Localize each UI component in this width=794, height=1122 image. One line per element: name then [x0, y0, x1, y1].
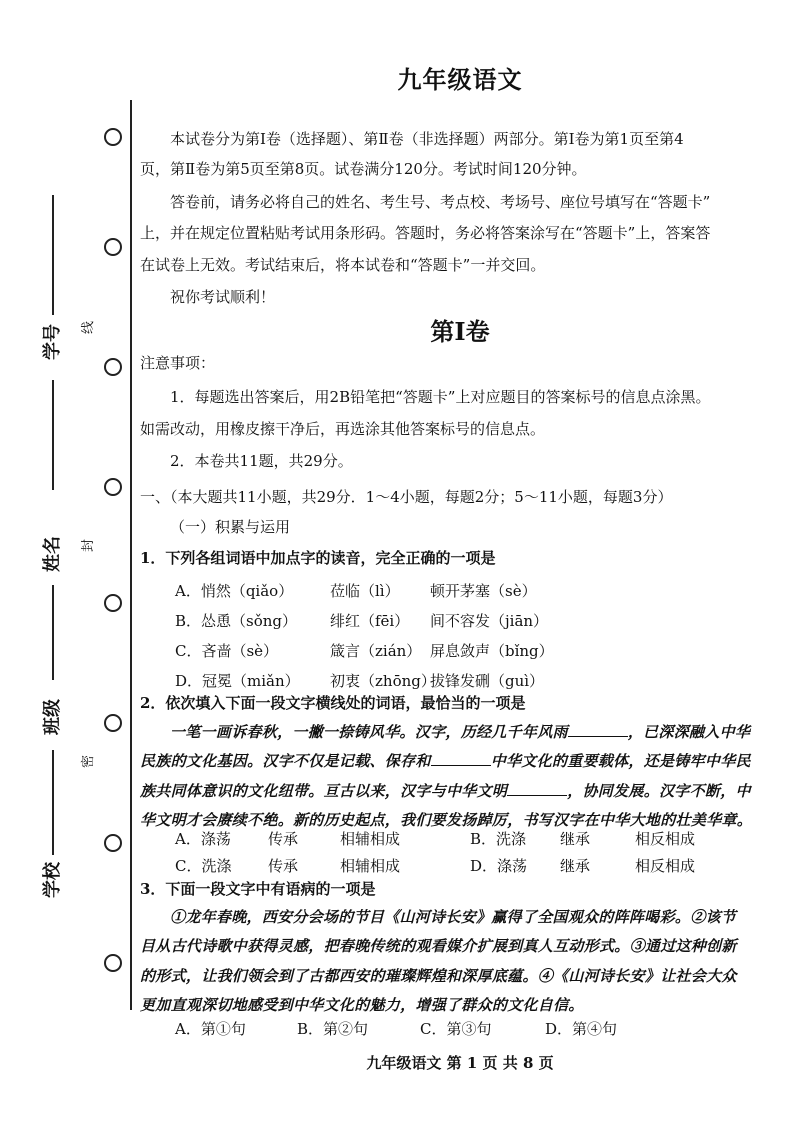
seal-seal-char: 封 [81, 538, 97, 553]
seal-line-char: 线 [81, 320, 97, 335]
q2-option-text: 相反相成 [635, 857, 696, 875]
page-title: 九年级语文 [397, 65, 523, 94]
q3-option-text: A．第①句 [175, 1020, 246, 1038]
punch-hole-icon [104, 128, 122, 146]
q1-option-text: D．冠冕（miǎn） [175, 672, 300, 690]
q3-passage-line: ①龙年春晚，西安分会场的节目《山河诗长安》赢得了全国观众的阵阵喝彩。②该节 [170, 908, 737, 926]
q2-option-text: D．涤荡 [470, 857, 528, 875]
student-id-fill-line [52, 195, 54, 315]
q3-passage-line: 目从古代诗歌中获得灵感，把春晚传统的观看媒介扩展到真人互动形式。③通过这种创新 [140, 937, 737, 956]
volume-title: 第Ⅰ卷 [430, 317, 490, 346]
q1-option-text: 拔锋发硎（guì） [430, 672, 545, 690]
q2-option-text: 继承 [560, 857, 591, 875]
q1-option-text: A．悄然（qiǎo） [175, 582, 294, 600]
intro-line: 页，第Ⅱ卷为第5页至第8页。试卷满分120分。考试时间120分钟。 [140, 160, 587, 178]
q2-passage-line [140, 718, 785, 747]
q3-passage [140, 903, 785, 1020]
name-label: 姓名 [42, 536, 63, 572]
q2-option-text: A．涤荡 [175, 830, 231, 848]
q2-option-text: C．洗涤 [175, 857, 232, 875]
q2-option-text: B．洗涤 [470, 830, 527, 848]
fill-blank [568, 721, 628, 737]
q2-text: 一笔一画诉春秋，一撇一捺铸风华。汉字，历经几千年风雨 [170, 723, 568, 741]
q2-option-text: 传承 [268, 830, 299, 848]
q1-option-text: 屏息敛声（bǐng） [430, 642, 554, 660]
punch-hole-icon [104, 358, 122, 376]
q1-stem: 1．下列各组词语中加点字的读音，完全正确的一项是 [140, 549, 496, 567]
section-heading: 一、（本大题共11小题，共29分．1～4小题，每题2分；5～11小题，每题3分） [140, 488, 673, 506]
q2-passage-line [140, 747, 785, 776]
section-subheading: （一）积累与运用 [170, 518, 291, 536]
school-fill-line [52, 750, 54, 855]
q1-option-text: C．吝啬（sè） [175, 642, 279, 660]
q3-option-text: C．第③句 [420, 1020, 492, 1038]
q3-option-text: B．第②句 [297, 1020, 369, 1038]
q1-option-text: 箴言（zián） [330, 642, 422, 660]
intro-line: 本试卷分为第Ⅰ卷（选择题）、第Ⅱ卷（非选择题）两部分。第Ⅰ卷为第1页至第4 [170, 130, 684, 148]
notice-line: 2．本卷共11题，共29分。 [170, 452, 353, 470]
punch-hole-icon [104, 954, 122, 972]
notice-title: 注意事项： [140, 354, 216, 372]
fill-blank [431, 750, 491, 766]
q2-text: ，协同发展。汉字不断，中 [567, 781, 751, 800]
q2-passage [140, 718, 785, 835]
q2-stem: 2．依次填入下面一段文字横线处的词语，最恰当的一项是 [140, 694, 526, 712]
notice-line: 1．每题选出答案后，用2B铅笔把“答题卡”上对应题目的答案标号的信息点涂黑。 [170, 388, 711, 406]
q1-option-text: B．怂恿（sǒng） [175, 612, 298, 630]
intro-line: 答卷前，请务必将自己的姓名、考生号、考点校、考场号、座位号填写在“答题卡” [170, 193, 711, 211]
intro-line: 上，并在规定位置粘贴考试用条形码。答题时，务必将答案涂写在“答题卡”上，答案答 [140, 224, 711, 242]
student-id-label: 学号 [42, 324, 63, 360]
q1-option-text: 莅临（lì） [330, 582, 400, 600]
q2-passage-line: 华文明才会赓续不绝。新的历史起点，我们要发扬踔厉，书写汉字在中华大地的壮美华章。 [140, 810, 753, 829]
school-label: 学校 [42, 862, 63, 898]
q2-passage-line [140, 777, 785, 806]
q1-option-text: 初衷（zhōng） [330, 672, 436, 690]
q2-text: 民族的文化基因。汉字不仅是记载、保存和 [140, 752, 431, 771]
class-fill-line [52, 585, 54, 680]
punch-hole-icon [104, 594, 122, 612]
q2-text: 中华文化的重要载体，还是铸牢中华民 [490, 752, 751, 771]
q2-option-text: 继承 [560, 830, 591, 848]
q3-passage-line: 的形式，让我们领会到了古都西安的璀璨辉煌和深厚底蕴。④《山河诗长安》让社会大众 [140, 966, 737, 985]
exam-content [140, 0, 780, 1122]
intro-line: 在试卷上无效。考试结束后，将本试卷和“答题卡”一并交回。 [140, 256, 546, 274]
q3-option-text: D．第④句 [545, 1020, 618, 1038]
page-footer: 九年级语文 第 1 页 共 8 页 [366, 1054, 554, 1072]
punch-hole-icon [104, 714, 122, 732]
q3-passage-line: 更加直观深切地感受到中华文化的魅力，增强了群众的文化自信。 [140, 995, 584, 1014]
punch-hole-icon [104, 834, 122, 852]
seal-secret-char: 密 [81, 754, 97, 769]
q1-option-text: 间不容发（jiān） [430, 612, 549, 630]
q2-text: 族共同体意识的文化纽带。亘古以来，汉字与中华文明 [140, 781, 508, 800]
binding-line [130, 100, 132, 1010]
punch-hole-icon [104, 238, 122, 256]
q2-option-text: 相辅相成 [340, 857, 401, 875]
intro-line: 祝你考试顺利！ [170, 288, 276, 306]
binding-margin [0, 0, 130, 1122]
fill-blank [507, 780, 567, 796]
q2-option-text: 相反相成 [635, 830, 696, 848]
punch-hole-icon [104, 478, 122, 496]
q2-text: ，已深深融入中华 [627, 723, 751, 741]
name-fill-line [52, 380, 54, 490]
class-label: 班级 [42, 699, 63, 735]
q3-stem: 3．下面一段文字中有语病的一项是 [140, 880, 376, 898]
q2-option-text: 相辅相成 [340, 830, 401, 848]
q1-option-text: 顿开茅塞（sè） [430, 582, 537, 600]
notice-line: 如需改动，用橡皮擦干净后，再选涂其他答案标号的信息点。 [140, 420, 546, 438]
q1-option-text: 绯红（fēi） [330, 612, 410, 630]
q2-option-text: 传承 [268, 857, 299, 875]
